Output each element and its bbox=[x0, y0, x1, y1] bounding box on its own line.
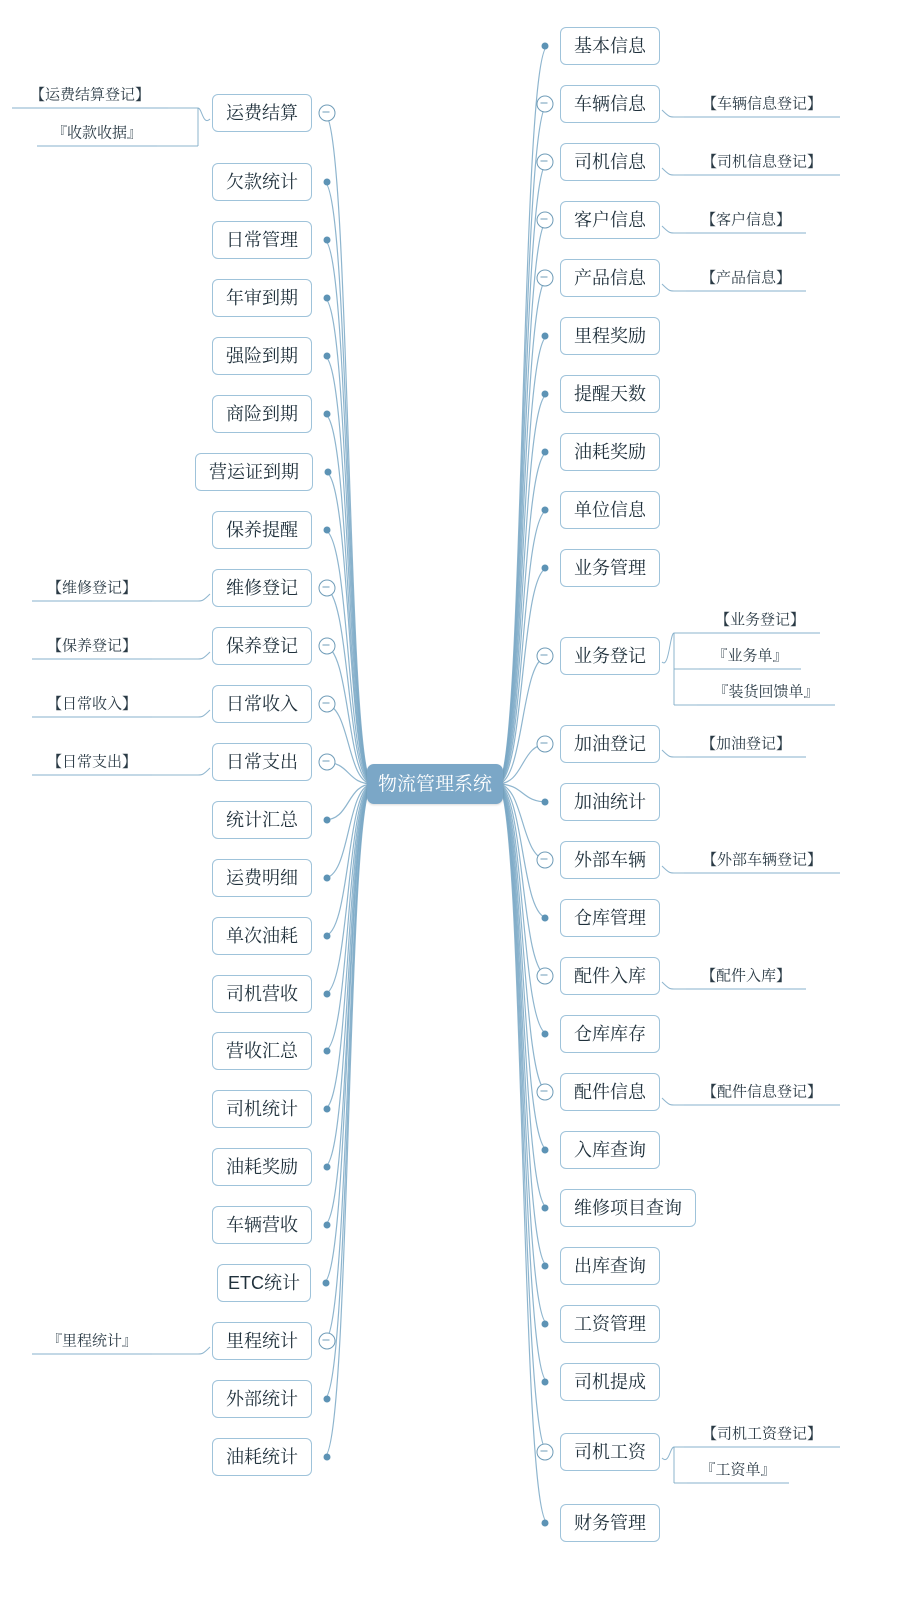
mindmap-node[interactable]: 强险到期 bbox=[212, 337, 312, 375]
mindmap-node[interactable]: 油耗统计 bbox=[212, 1438, 312, 1476]
mindmap-node[interactable]: 商险到期 bbox=[212, 395, 312, 433]
mindmap-node[interactable]: 车辆营收 bbox=[212, 1206, 312, 1244]
mindmap-node[interactable]: 运费明细 bbox=[212, 859, 312, 897]
connector-dot-icon bbox=[324, 991, 331, 998]
connector-dot-icon bbox=[325, 469, 332, 476]
mindmap-leaf-label[interactable]: 【外部车辆登记】 bbox=[701, 851, 823, 869]
mindmap-node[interactable]: 车辆信息 bbox=[560, 85, 660, 123]
mindmap-node[interactable]: 基本信息 bbox=[560, 27, 660, 65]
mindmap-node[interactable]: 配件入库 bbox=[560, 957, 660, 995]
mindmap-node[interactable]: 工资管理 bbox=[560, 1305, 660, 1343]
mindmap-node[interactable]: 加油统计 bbox=[560, 783, 660, 821]
connector-dot-icon bbox=[324, 353, 331, 360]
root-node[interactable]: 物流管理系统 bbox=[367, 764, 503, 804]
connector-dot-icon bbox=[324, 1396, 331, 1403]
collapse-toggle-icon[interactable] bbox=[537, 968, 554, 985]
mindmap-leaf-label[interactable]: 【日常收入】 bbox=[46, 695, 138, 713]
mindmap-node[interactable]: 运费结算 bbox=[212, 94, 312, 132]
connector-dot-icon bbox=[542, 391, 549, 398]
collapse-toggle-icon[interactable] bbox=[319, 105, 336, 122]
mindmap-node[interactable]: 司机提成 bbox=[560, 1363, 660, 1401]
connector-dot-icon bbox=[542, 1031, 549, 1038]
mindmap-node[interactable]: 年审到期 bbox=[212, 279, 312, 317]
mindmap-leaf-label[interactable]: 『工资单』 bbox=[700, 1461, 776, 1479]
collapse-toggle-icon[interactable] bbox=[537, 1444, 554, 1461]
mindmap-node[interactable]: 财务管理 bbox=[560, 1504, 660, 1542]
connector-dot-icon bbox=[542, 565, 549, 572]
mindmap-node[interactable]: 司机统计 bbox=[212, 1090, 312, 1128]
mindmap-node[interactable]: 业务登记 bbox=[560, 637, 660, 675]
connector-dot-icon bbox=[323, 1280, 330, 1287]
mindmap-node[interactable]: 配件信息 bbox=[560, 1073, 660, 1111]
mindmap-node[interactable]: 司机工资 bbox=[560, 1433, 660, 1471]
mindmap-node[interactable]: 维修项目查询 bbox=[560, 1189, 696, 1227]
mindmap-node[interactable]: 里程奖励 bbox=[560, 317, 660, 355]
mindmap-node[interactable]: 仓库管理 bbox=[560, 899, 660, 937]
collapse-toggle-icon[interactable] bbox=[319, 696, 336, 713]
mindmap-node[interactable]: 加油登记 bbox=[560, 725, 660, 763]
connector-dot-icon bbox=[542, 1520, 549, 1527]
collapse-toggle-icon[interactable] bbox=[537, 648, 554, 665]
mindmap-node[interactable]: 维修登记 bbox=[212, 569, 312, 607]
mindmap-node[interactable]: 营运证到期 bbox=[195, 453, 313, 491]
mindmap-node[interactable]: 司机营收 bbox=[212, 975, 312, 1013]
connector-dot-icon bbox=[542, 43, 549, 50]
connector-dot-icon bbox=[324, 237, 331, 244]
mindmap-leaf-label[interactable]: 【产品信息】 bbox=[700, 269, 792, 287]
mindmap-node[interactable]: 统计汇总 bbox=[212, 801, 312, 839]
connector-dot-icon bbox=[542, 1205, 549, 1212]
collapse-toggle-icon[interactable] bbox=[319, 754, 336, 771]
collapse-toggle-icon[interactable] bbox=[537, 736, 554, 753]
mindmap-node[interactable]: 司机信息 bbox=[560, 143, 660, 181]
mindmap-node[interactable]: 保养登记 bbox=[212, 627, 312, 665]
mindmap-leaf-label[interactable]: 【配件信息登记】 bbox=[701, 1083, 823, 1101]
mindmap-node[interactable]: 里程统计 bbox=[212, 1322, 312, 1360]
mindmap-leaf-label[interactable]: 【业务登记】 bbox=[714, 611, 806, 629]
mindmap-node[interactable]: 产品信息 bbox=[560, 259, 660, 297]
mindmap-leaf-label[interactable]: 【车辆信息登记】 bbox=[701, 95, 823, 113]
mindmap-node[interactable]: 日常支出 bbox=[212, 743, 312, 781]
connector-dot-icon bbox=[324, 875, 331, 882]
connector-dot-icon bbox=[542, 1321, 549, 1328]
collapse-toggle-icon[interactable] bbox=[319, 580, 336, 597]
mindmap-leaf-label[interactable]: 【保养登记】 bbox=[46, 637, 138, 655]
mindmap-node[interactable]: 外部车辆 bbox=[560, 841, 660, 879]
mindmap-node[interactable]: ETC统计 bbox=[217, 1264, 311, 1302]
mindmap-leaf-label[interactable]: 『装货回馈单』 bbox=[713, 683, 819, 701]
connector-dot-icon bbox=[324, 933, 331, 940]
mindmap-node[interactable]: 营收汇总 bbox=[212, 1032, 312, 1070]
collapse-toggle-icon[interactable] bbox=[319, 1333, 336, 1350]
connector-dot-icon bbox=[324, 295, 331, 302]
connector-dot-icon bbox=[324, 527, 331, 534]
mindmap-node[interactable]: 单位信息 bbox=[560, 491, 660, 529]
connector-dot-icon bbox=[324, 411, 331, 418]
connector-dot-icon bbox=[324, 1454, 331, 1461]
collapse-toggle-icon[interactable] bbox=[537, 96, 554, 113]
mindmap-leaf-label[interactable]: 【司机工资登记】 bbox=[701, 1425, 823, 1443]
connector-dot-icon bbox=[324, 1106, 331, 1113]
mindmap-node[interactable]: 外部统计 bbox=[212, 1380, 312, 1418]
connector-dot-icon bbox=[542, 799, 549, 806]
connector-dot-icon bbox=[542, 1147, 549, 1154]
connector-dot-icon bbox=[324, 179, 331, 186]
mindmap-leaf-label[interactable]: 『收款收据』 bbox=[51, 124, 143, 142]
mindmap-node[interactable]: 业务管理 bbox=[560, 549, 660, 587]
connector-dot-icon bbox=[542, 915, 549, 922]
mindmap-node[interactable]: 提醒天数 bbox=[560, 375, 660, 413]
collapse-toggle-icon[interactable] bbox=[537, 212, 554, 229]
collapse-toggle-icon[interactable] bbox=[319, 638, 336, 655]
connector-dot-icon bbox=[542, 1379, 549, 1386]
mindmap-leaf-label[interactable]: 【配件入库】 bbox=[700, 967, 792, 985]
mindmap-node[interactable]: 欠款统计 bbox=[212, 163, 312, 201]
mindmap-node[interactable]: 油耗奖励 bbox=[212, 1148, 312, 1186]
connector-dot-icon bbox=[542, 507, 549, 514]
mindmap-node[interactable]: 客户信息 bbox=[560, 201, 660, 239]
mindmap-leaf-label[interactable]: 【运费结算登记】 bbox=[29, 86, 151, 104]
mindmap-leaf-label[interactable]: 【维修登记】 bbox=[46, 579, 138, 597]
connector-dot-icon bbox=[542, 449, 549, 456]
collapse-toggle-icon[interactable] bbox=[537, 154, 554, 171]
connector-dot-icon bbox=[324, 1048, 331, 1055]
mindmap-node[interactable]: 日常管理 bbox=[212, 221, 312, 259]
mindmap-node[interactable]: 油耗奖励 bbox=[560, 433, 660, 471]
mindmap-node[interactable]: 出库查询 bbox=[560, 1247, 660, 1285]
connector-dot-icon bbox=[542, 333, 549, 340]
connector-dot-icon bbox=[324, 817, 331, 824]
mindmap-node[interactable]: 日常收入 bbox=[212, 685, 312, 723]
mindmap-node[interactable]: 保养提醒 bbox=[212, 511, 312, 549]
mindmap-leaf-label[interactable]: 『里程统计』 bbox=[46, 1332, 138, 1350]
connector-dot-icon bbox=[542, 1263, 549, 1270]
mindmap-leaf-label[interactable]: 【日常支出】 bbox=[46, 753, 138, 771]
mindmap-node[interactable]: 单次油耗 bbox=[212, 917, 312, 955]
collapse-toggle-icon[interactable] bbox=[537, 1084, 554, 1101]
collapse-toggle-icon[interactable] bbox=[537, 270, 554, 287]
mindmap-leaf-label[interactable]: 『业务单』 bbox=[712, 647, 788, 665]
connector-dot-icon bbox=[324, 1222, 331, 1229]
mindmap-node[interactable]: 入库查询 bbox=[560, 1131, 660, 1169]
collapse-toggle-icon[interactable] bbox=[537, 852, 554, 869]
connector-dot-icon bbox=[324, 1164, 331, 1171]
mindmap-leaf-label[interactable]: 【司机信息登记】 bbox=[701, 153, 823, 171]
mindmap-node[interactable]: 仓库库存 bbox=[560, 1015, 660, 1053]
mindmap-leaf-label[interactable]: 【客户信息】 bbox=[700, 211, 792, 229]
mindmap-leaf-label[interactable]: 【加油登记】 bbox=[700, 735, 792, 753]
